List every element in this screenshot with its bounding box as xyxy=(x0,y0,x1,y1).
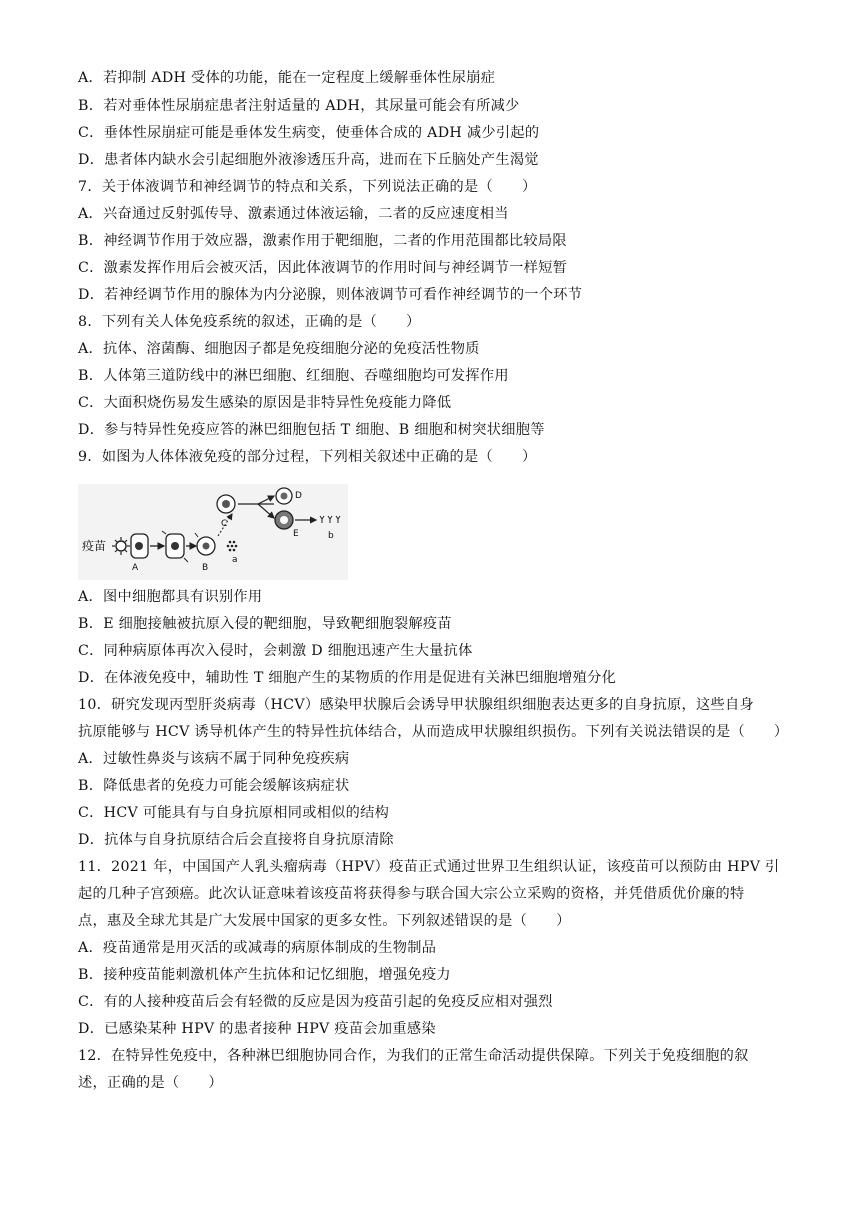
q11-option-b: B．接种疫苗能刺激机体产生抗体和记忆细胞，增强免疫力 xyxy=(78,967,451,983)
q8-option-c: C．大面积烧伤易发生感染的原因是非特异性免疫能力降低 xyxy=(78,395,452,411)
q12-stem-line2: 述，正确的是（ ） xyxy=(78,1075,223,1091)
q8-option-b: B．人体第三道防线中的淋巴细胞、红细胞、吞噬细胞均可发挥作用 xyxy=(78,368,509,384)
q8-stem: 8．下列有关人体免疫系统的叙述，正确的是（ ） xyxy=(78,314,421,330)
helper-t-cell xyxy=(162,531,188,562)
q7-option-a: A．兴奋通过反射弧传导、激素通过体液运输，二者的反应速度相当 xyxy=(78,206,509,222)
arrow-c-to-e xyxy=(258,504,274,518)
q7-stem: 7．关于体液调节和神经调节的特点和关系，下列说法正确的是（ ） xyxy=(78,179,537,195)
label-a-lower: a xyxy=(232,555,238,565)
q9-option-b: B．E 细胞接触被抗原入侵的靶细胞，导致靶细胞裂解疫苗 xyxy=(78,616,452,632)
q6-option-c: C．垂体性尿崩症可能是垂体发生病变，使垂体合成的 ADH 减少引起的 xyxy=(78,125,540,141)
q10-option-d: D．抗体与自身抗原结合后会直接将自身抗原清除 xyxy=(78,832,394,848)
cell-e xyxy=(275,511,293,529)
q11-stem-line2: 起的几种子宫颈癌。此次认证意味着该疫苗将获得参与联合国大宗公立采购的资格，并凭借质优价廉的特 xyxy=(78,886,745,902)
q7-option-b: B．神经调节作用于效应器，激素作用于靶细胞，二者的作用范围都比较局限 xyxy=(78,233,567,249)
label-a: A xyxy=(132,563,139,573)
q9-stem: 9．如图为人体体液免疫的部分过程，下列相关叙述中正确的是（ ） xyxy=(78,449,537,465)
vaccine-virus-icon xyxy=(112,537,130,555)
antibody-icon xyxy=(320,516,340,523)
cell-d xyxy=(276,488,292,504)
q7-option-c: C．激素发挥作用后会被灭活，因此体液调节的作用时间与神经调节一样短暂 xyxy=(78,260,568,276)
cell-a xyxy=(131,534,148,558)
vaccine-label: 疫苗 xyxy=(82,539,107,553)
label-d: D xyxy=(295,491,302,501)
q7-option-d: D．若神经调节作用的腺体为内分泌腺，则体液调节可看作神经调节的一个环节 xyxy=(78,287,583,303)
q12-stem-line1: 12．在特异性免疫中，各种淋巴细胞协同合作，为我们的正常生命活动提供保障。下列关于免疫细胞的叙 xyxy=(78,1048,749,1064)
q6-option-d: D．患者体内缺水会引起细胞外液渗透压升高，进而在下丘脑处产生渴觉 xyxy=(78,152,539,168)
arrow-c-to-d xyxy=(258,496,274,504)
q10-option-c: C．HCV 可能具有与自身抗原相同或相似的结构 xyxy=(78,805,390,821)
q11-option-d: D．已感染某种 HPV 的患者接种 HPV 疫苗会加重感染 xyxy=(78,1021,436,1037)
substance-a-dots xyxy=(227,541,238,552)
q6-option-a: A．若抑制 ADH 受体的功能，能在一定程度上缓解垂体性尿崩症 xyxy=(78,70,496,86)
label-c: C xyxy=(221,519,228,529)
label-e: E xyxy=(293,529,299,539)
q9-option-a: A．图中细胞都具有识别作用 xyxy=(78,589,263,605)
q8-option-d: D．参与特异性免疫应答的淋巴细胞包括 T 细胞、B 细胞和树突状细胞等 xyxy=(78,422,545,438)
q11-option-a: A．疫苗通常是用灭活的或减毒的病原体制成的生物制品 xyxy=(78,940,437,956)
q6-option-b: B．若对垂体性尿崩症患者注射适量的 ADH，其尿量可能会有所减少 xyxy=(78,98,520,114)
cell-c xyxy=(217,495,235,513)
q11-option-c: C．有的人接种疫苗后会有轻微的反应是因为疫苗引起的免疫反应相对强烈 xyxy=(78,994,553,1010)
q10-option-b: B．降低患者的免疫力可能会缓解该病症状 xyxy=(78,778,350,794)
q10-stem-line2: 抗原能够与 HCV 诱导机体产生的特异性抗体结合，从而造成甲状腺组织损伤。下列有关说法错误的是（ ） xyxy=(78,724,789,740)
immune-process-figure xyxy=(78,484,348,580)
q9-option-d: D．在体液免疫中，辅助性 T 细胞产生的某物质的作用是促进有关淋巴细胞增殖分化 xyxy=(78,670,617,686)
q11-stem-line3: 点，惠及全球尤其是广大发展中国家的更多女性。下列叙述错误的是（ ） xyxy=(78,913,571,929)
q9-option-c: C．同种病原体再次入侵时，会刺激 D 细胞迅速产生大量抗体 xyxy=(78,643,473,659)
immune-diagram xyxy=(78,484,348,580)
cell-b xyxy=(195,533,215,555)
q8-option-a: A．抗体、溶菌酶、细胞因子都是免疫细胞分泌的免疫活性物质 xyxy=(78,341,480,357)
label-b: B xyxy=(202,563,209,573)
q11-stem-line1: 11．2021 年，中国国产人乳头瘤病毒（HPV）疫苗正式通过世界卫生组织认证，该疫苗可以预防由 HPV 引 xyxy=(78,859,780,875)
q10-option-a: A．过敏性鼻炎与该病不属于同种免疫疾病 xyxy=(78,751,350,767)
q10-stem-line1: 10．研究发现丙型肝炎病毒（HCV）感染甲状腺后会诱导甲状腺组织细胞表达更多的自身抗原，这些自身 xyxy=(78,697,754,713)
label-b-lower: b xyxy=(328,531,334,541)
